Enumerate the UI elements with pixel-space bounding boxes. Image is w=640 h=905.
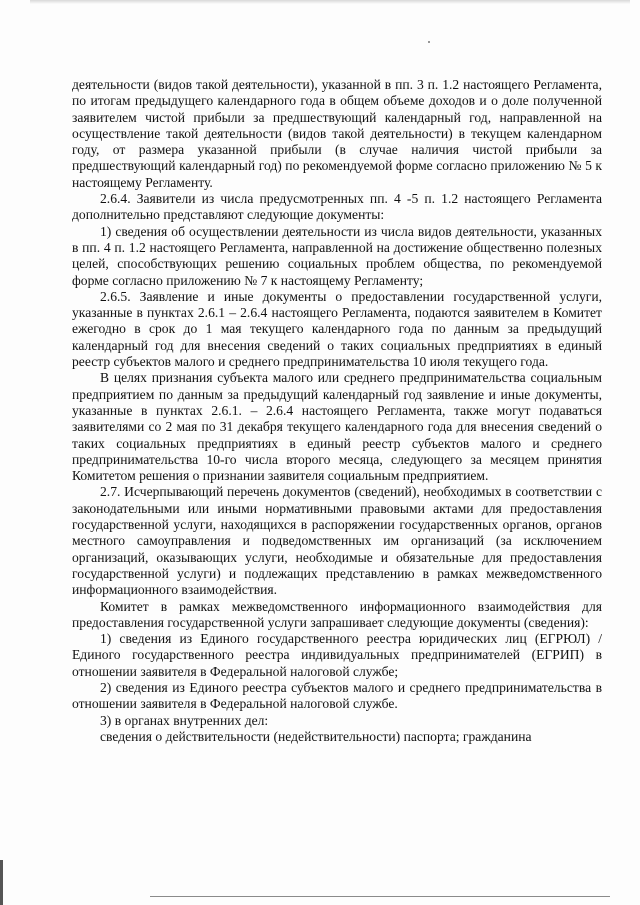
scan-speck — [428, 41, 430, 43]
paragraph-committee-requests: Комитет в рамках межведомственного информационного взаимодействия для предоставления государственной услуги запрашивает следующие документы (сведения): — [72, 598, 602, 630]
paragraph-2-6-5: 2.6.5. Заявление и иные документы о предоставлении государственной услуги, указанные в пунктах 2.6.1 – 2.6.4 настоящего Регламента, подаются заявителем в Комитет ежегодно в срок до 1 мая текущего календарного года по данным за предыдущий календарный год для внесения сведений о таких социальных предприятиях в единый реестр субъектов малого и среднего предпринимательства 10 июля текущего года. — [72, 288, 602, 370]
paragraph-2-6-4-item-1: 1) сведения об осуществлении деятельности из числа видов деятельности, указанных в пп. 4 п. 1.2 настоящего Регламента, направленной на достижение общественно полезных целей, способствующих решению социальных проблем общества, по рекомендуемой форме согласно приложению № 7 к настоящему Регламенту; — [72, 223, 602, 288]
document-body — [72, 77, 602, 745]
list-item-1: 1) сведения из Единого государственного реестра юридических лиц (ЕГРЮЛ) / Единого государственного реестра индивидуальных предпринимателей (ЕГРИП) в отношении заявителя в Федеральной налоговой службе; — [72, 631, 602, 679]
list-item-3: 3) в органах внутренних дел: — [100, 712, 269, 728]
paragraph-2-7: 2.7. Исчерпывающий перечень документов (сведений), необходимых в соответствии с законодательными или иными нормативными правовыми актами для предоставления государственной услуги, находящихся в распоряжении государственных органов, органов местного самоуправления и подведомственных им организаций (за исключением организаций, оказывающих услуги, необходимые и обязательные для предоставления государственной услуги) и подлежащих представлению в рамках межведомственного информационного взаимодействия. — [72, 484, 602, 598]
list-item-2: 2) сведения из Единого реестра субъектов малого и среднего предпринимательства в отношении заявителя в Федеральной налоговой службе. — [72, 679, 602, 712]
scan-left-edge — [0, 860, 3, 905]
paragraph-passport: сведения о действительности (недействительности) паспорта; гражданина — [100, 728, 532, 744]
page-bottom-rule — [150, 896, 610, 897]
paragraph-social-enterprise: В целях признания субъекта малого или среднего предпринимательства социальным предприятием по данным за предыдущий календарный год заявление и иные документы, указанные в пунктах 2.6.1. – 2.6.4 настоящего Регламента, также могут подаваться заявителями со 2 мая по 31 декабря текущего календарного года для внесения сведений о таких социальных предприятиях в единый реестр субъектов малого и среднего предпринимательства 10-го числа второго месяца, следующего за месяцем принятия Комитетом решения о признании заявителя социальным предприятием. — [72, 370, 602, 484]
page-top-edge — [30, 0, 630, 4]
paragraph-2-6-4: 2.6.4. Заявители из числа предусмотренных пп. 4 -5 п. 1.2 настоящего Регламента дополнительно представляют следующие документы: — [72, 191, 602, 223]
paragraph-1: деятельности (видов такой деятельности), указанной в пп. 3 п. 1.2 настоящего Регламента, по итогам предыдущего календарного года в общем объеме доходов и о доле полученной заявителем чистой прибыли за предшествующий календарный год, направленной на осуществление такой деятельности (видов такой деятельности) в текущем календарном году, от размера указанной прибыли (в случае наличия чистой прибыли за предшествующий календарный год) по рекомендуемой форме согласно приложению № 5 к настоящему Регламенту. — [72, 77, 602, 190]
